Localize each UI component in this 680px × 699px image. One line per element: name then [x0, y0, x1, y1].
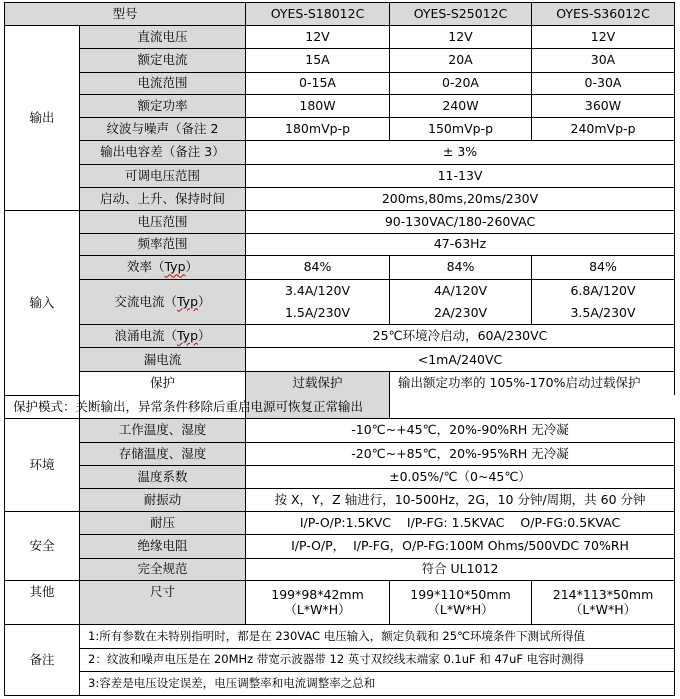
typ-text: Typ [176, 327, 199, 343]
cell: ± 3% [246, 141, 675, 165]
cell: 25℃环境冷启动，60A/230VC [246, 324, 675, 348]
typ-text: Typ [176, 293, 199, 309]
cell: 11-13V [246, 164, 675, 187]
row-label: 过载保护 [246, 372, 390, 419]
category-input: 输入 [5, 211, 80, 396]
typ-text: Typ [164, 259, 186, 275]
table-row [5, 442, 675, 466]
row-label: 漏电流 [80, 348, 246, 372]
cell: 0-30A [532, 72, 675, 95]
cell: 200ms,80ms,20ms/230V [246, 187, 675, 211]
category-other: 其他 [5, 581, 80, 625]
cell: 84% [532, 256, 675, 280]
table-row [5, 211, 675, 234]
cell: 3.4A/120V [246, 279, 390, 302]
cell: 6.8A/120V [532, 279, 675, 302]
label-text: ） [198, 293, 211, 309]
cell: 3.5A/230V [532, 302, 675, 325]
table-row [5, 25, 675, 49]
cell: 240mVp-p [532, 117, 675, 141]
cell: 180W [246, 95, 390, 118]
cell: 1.5A/230V [246, 302, 390, 325]
cell: 20A [390, 49, 532, 73]
table-row [5, 187, 675, 211]
cell: 240W [390, 95, 532, 118]
row-label: 直流电压 [80, 25, 246, 49]
model-3: OYES-S36012C [532, 3, 675, 26]
table-row [5, 625, 675, 649]
table-row [5, 672, 675, 696]
cell: 47-63Hz [246, 233, 675, 256]
cell: 30A [532, 49, 675, 73]
cell: 输出额定功率的 105%-170%启动过载保护 [390, 372, 675, 396]
category-notes: 备注 [5, 625, 80, 696]
row-label: 耐压 [80, 512, 246, 535]
table-row [5, 534, 675, 558]
table-row [5, 419, 675, 443]
label-text: 浪涌电流（ [114, 327, 177, 343]
row-label: 电压范围 [80, 211, 246, 234]
cell [246, 581, 390, 625]
size-dims: 214*113*50mm [552, 587, 654, 603]
label-text: ） [198, 327, 211, 343]
table-row [5, 488, 675, 512]
table-row [5, 648, 675, 672]
table-row [5, 256, 675, 280]
row-label: 频率范围 [80, 233, 246, 256]
row-label: 纹波与噪声（备注 2 [80, 117, 246, 141]
note-2: 2：纹波和噪声电压是在 20MHz 带宽示波器带 12 英寸双绞线末端家 0.1uF 和 47uF 电容时测得 [80, 648, 675, 672]
cell: -20℃~+85℃，20%-95%RH 无冷凝 [246, 442, 675, 466]
cell: 84% [246, 256, 390, 280]
size-unit: （L*W*H） [569, 601, 637, 617]
note-1: 1:所有参数在未特别指明时，都是在 230VAC 电压输入，额定负载和 25℃环境条件下测试所得值 [80, 625, 675, 649]
cell: 0-20A [390, 72, 532, 95]
table-row [5, 164, 675, 187]
row-label: 耐振动 [80, 488, 246, 512]
table-row [5, 49, 675, 73]
model-label: 型号 [5, 3, 246, 26]
cell: 12V [390, 25, 532, 49]
table-row [5, 279, 675, 302]
cell: 12V [532, 25, 675, 49]
table-row [5, 581, 675, 625]
table-row [5, 558, 675, 581]
row-label: 尺寸 [80, 581, 246, 625]
size-unit: （L*W*H） [427, 601, 494, 617]
cell: 4A/120V [390, 279, 532, 302]
label-text: ） [185, 259, 199, 275]
table-row [5, 95, 675, 118]
table-row [5, 512, 675, 535]
header-row [5, 3, 675, 26]
cell: 180mVp-p [246, 117, 390, 141]
row-label: 存储温度、湿度 [80, 442, 246, 466]
cell: 符合 UL1012 [246, 558, 675, 581]
model-2: OYES-S25012C [390, 3, 532, 26]
cell: 15A [246, 49, 390, 73]
row-label: 可调电压范围 [80, 164, 246, 187]
table-row [5, 72, 675, 95]
category-protection: 保护 [80, 372, 246, 419]
note-3: 3:容差是电压设定误差，电压调整率和电流调整率之总和 [80, 672, 675, 696]
cell: 按 X，Y，Z 轴进行，10-500Hz，2G，10 分钟/周期，共 60 分钟 [246, 488, 675, 512]
row-label: 完全规范 [80, 558, 246, 581]
size-unit: （L*W*H） [284, 601, 351, 617]
cell: 90-130VAC/180-260VAC [246, 211, 675, 234]
cell: 0-15A [246, 72, 390, 95]
cell: 360W [532, 95, 675, 118]
table-row [5, 372, 675, 396]
cell: -10℃~+45℃，20%-90%RH 无冷凝 [246, 419, 675, 443]
table-row [5, 141, 675, 165]
table-row [5, 233, 675, 256]
category-environment: 环境 [5, 419, 80, 512]
cell: 150mVp-p [390, 117, 532, 141]
table-row [5, 466, 675, 489]
cell: ±0.05%/℃（0~45℃） [246, 466, 675, 489]
category-safety: 安全 [5, 512, 80, 581]
label-text: 交流电流（ [114, 293, 177, 309]
row-label: 启动、上升、保持时间 [80, 187, 246, 211]
table-row [5, 117, 675, 141]
cell [532, 581, 675, 625]
size-dims: 199*98*42mm [271, 587, 364, 603]
table-row [5, 348, 675, 372]
cell: I/P-O/P， I/P-FG，O/P-FG:100M Ohms/500VDC 70%RH [246, 534, 675, 558]
cell [390, 581, 532, 625]
row-label [80, 279, 246, 324]
row-label [80, 256, 246, 280]
cell: I/P-O/P:1.5KVC I/P-FG: 1.5KVAC O/P-FG:0.5KVAC [246, 512, 675, 535]
cell: <1mA/240VC [246, 348, 675, 372]
row-label: 绝缘电阻 [80, 534, 246, 558]
row-label: 输出电容差（备注 3） [80, 141, 246, 165]
table-row [5, 324, 675, 348]
table-row [5, 395, 675, 419]
model-1: OYES-S18012C [246, 3, 390, 26]
cell: 84% [390, 256, 532, 280]
size-dims: 199*110*50mm [410, 587, 511, 603]
row-label [80, 324, 246, 348]
row-label: 额定功率 [80, 95, 246, 118]
row-label: 工作温度、湿度 [80, 419, 246, 443]
category-output: 输出 [5, 25, 80, 211]
row-label: 额定电流 [80, 49, 246, 73]
cell: 保护模式：关断输出，异常条件移除后重启电源可恢复正常输出 [5, 395, 390, 419]
row-label: 温度系数 [80, 466, 246, 489]
cell: 12V [246, 25, 390, 49]
row-label: 电流范围 [80, 72, 246, 95]
spec-table [4, 2, 675, 696]
cell: 2A/230V [390, 302, 532, 325]
label-text: 效率（ [126, 259, 165, 275]
